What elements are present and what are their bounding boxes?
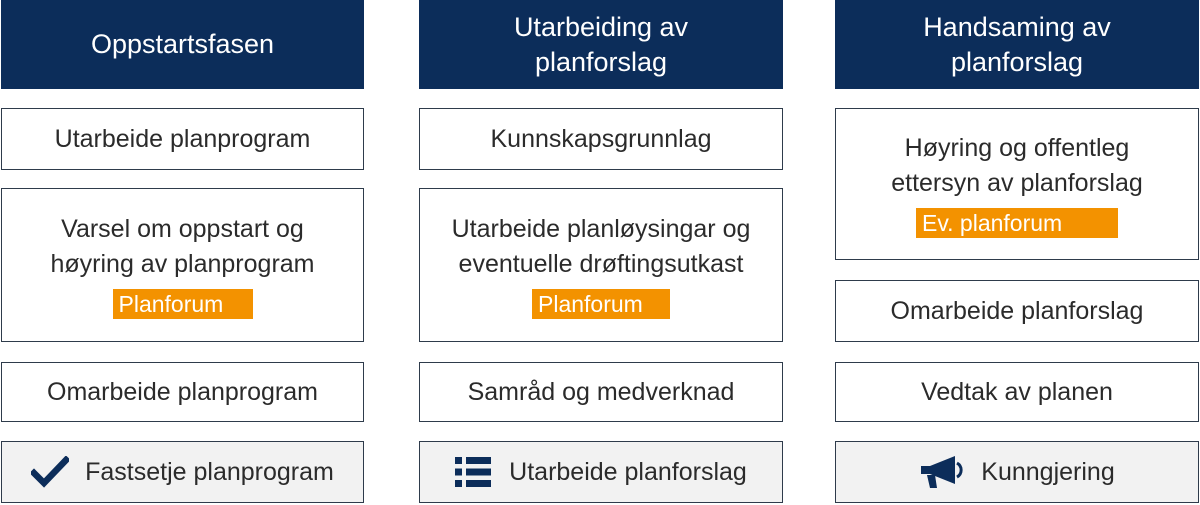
step-label [891, 131, 1143, 201]
step-label: Utarbeide planprogram [54, 124, 311, 153]
step-box [1, 362, 364, 422]
step-box [835, 108, 1199, 260]
step-box [419, 188, 783, 342]
step-box [419, 362, 783, 422]
megaphone-icon [919, 454, 963, 490]
step-label-line: Høyring og offentleg [904, 133, 1130, 162]
phase-header-line: Utarbeiding av [513, 11, 689, 42]
step-box [1, 188, 364, 342]
step-label-line: Varsel om oppstart og [61, 214, 304, 243]
step-box [419, 108, 783, 170]
phase-header-text [923, 10, 1111, 80]
final-step-label: Kunngjering [981, 457, 1115, 486]
step-label-line: eventuelle drøftingsutkast [458, 249, 744, 278]
planforum-tag: Ev. planforum [916, 208, 1118, 238]
step-box [1, 108, 364, 170]
phase-header-text [514, 10, 688, 80]
phase-header-line: Handsaming av [923, 11, 1111, 42]
phase-header-line: Oppstartsfasen [90, 29, 275, 59]
step-label [50, 212, 314, 282]
step-label: Omarbeide planforslag [890, 296, 1144, 325]
planforum-tag: Planforum [532, 289, 670, 319]
step-box [835, 362, 1199, 422]
final-step-box [1, 441, 364, 503]
step-box [835, 280, 1199, 342]
phase-header [835, 0, 1199, 89]
planforum-tag: Planforum [113, 289, 253, 319]
phase-header [1, 0, 364, 89]
phase-header-line: planforslag [950, 46, 1084, 77]
step-label: Vedtak av planen [921, 377, 1113, 406]
step-label: Kunnskapsgrunnlag [490, 124, 712, 153]
step-label [452, 212, 751, 282]
checkmark-icon [31, 456, 69, 488]
step-label: Omarbeide planprogram [47, 377, 318, 406]
step-label: Samråd og medverknad [467, 377, 735, 406]
final-step-box [419, 441, 783, 503]
step-label-line: høyring av planprogram [50, 249, 315, 278]
final-step-box [835, 441, 1199, 503]
step-label-line: Utarbeide planløysingar og [451, 214, 751, 243]
final-step-label: Utarbeide planforslag [509, 457, 747, 486]
final-step-label: Fastsetje planprogram [85, 457, 334, 486]
phase-header [419, 0, 783, 89]
list-icon [455, 456, 491, 488]
phase-header-line: planforslag [534, 46, 668, 77]
step-label-line: ettersyn av planforslag [891, 168, 1143, 197]
